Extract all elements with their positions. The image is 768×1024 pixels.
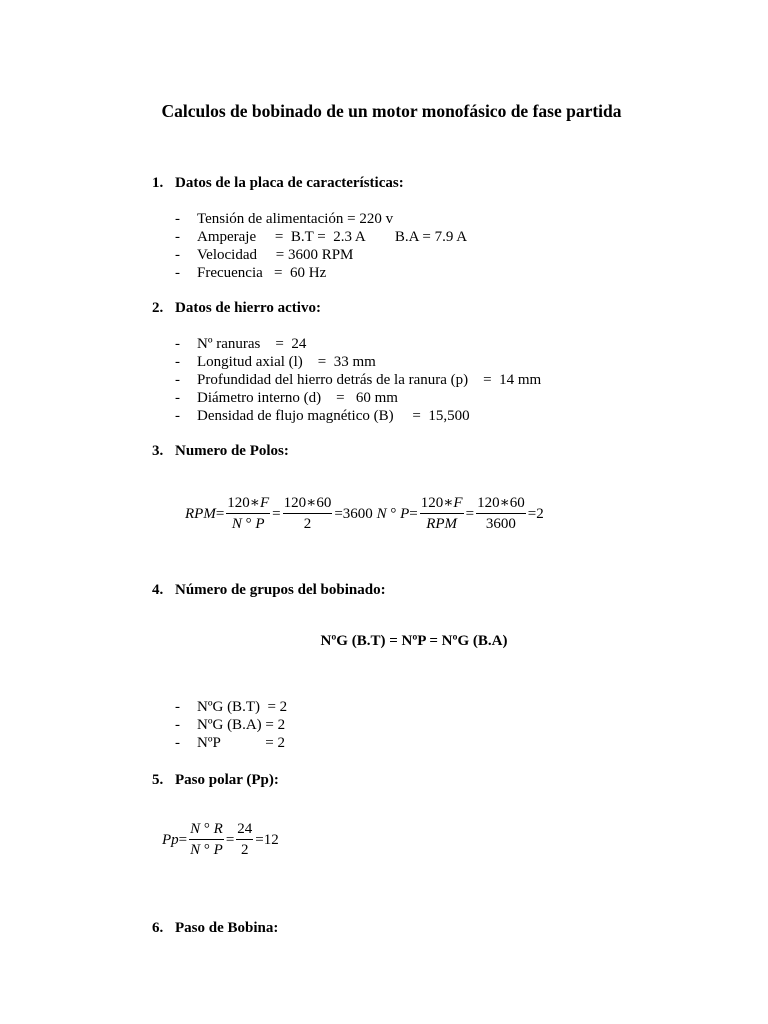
formula-text	[466, 504, 474, 524]
formula-text	[255, 830, 278, 850]
list-item	[175, 734, 287, 752]
math-symbol: 3600	[485, 516, 516, 532]
formula-text	[272, 504, 280, 524]
list-item-text: Longitud axial (l) = 33 mm	[197, 354, 376, 370]
math-variable: N	[231, 516, 242, 532]
nameplate-data-list	[175, 210, 467, 282]
fraction-denominator	[283, 514, 333, 534]
section-number: 4.	[152, 582, 164, 598]
bullet-dash: -	[175, 717, 180, 733]
fraction-denominator	[189, 840, 224, 860]
fraction-numerator	[283, 493, 333, 514]
list-item	[175, 228, 467, 246]
list-item-text: Densidad de flujo magnético (B) = 15,500	[197, 408, 470, 424]
formula-text	[226, 830, 234, 850]
formula-text	[162, 830, 187, 850]
poles-formula	[185, 493, 544, 534]
math-symbol: °	[241, 516, 256, 532]
list-item-text: Amperaje = B.T = 2.3 A B.A = 7.9 A	[197, 229, 468, 245]
section-title: Paso polar (Pp):	[175, 772, 279, 788]
math-symbol: °	[200, 821, 214, 837]
section-title: Numero de Polos:	[175, 443, 289, 459]
bullet-dash: -	[175, 408, 180, 424]
section-number: 6.	[152, 920, 164, 936]
bullet-dash: -	[175, 390, 180, 406]
list-item-text: Frecuencia = 60 Hz	[197, 265, 327, 281]
fraction	[234, 819, 255, 860]
math-variable: P	[213, 842, 223, 858]
math-variable: P	[400, 505, 410, 522]
math-symbol: =	[215, 505, 225, 522]
section-number: 1.	[152, 175, 164, 191]
fraction	[418, 493, 466, 534]
bullet-dash: -	[175, 354, 180, 370]
math-variable: R	[213, 821, 223, 837]
document-title: Calculos de bobinado de un motor monofásico de fase partida	[161, 101, 622, 121]
math-symbol: =3600	[334, 505, 377, 522]
math-symbol: 2	[303, 516, 312, 532]
bullet-dash: -	[175, 229, 180, 245]
section-heading-active-iron	[152, 299, 321, 317]
section-heading-pole-pitch	[152, 771, 279, 789]
list-item-text: Diámetro interno (d) = 60 mm	[197, 390, 398, 406]
math-variable: Pp	[162, 831, 179, 848]
groups-equation: NºG (B.T) = NºP = NºG (B.A)	[320, 633, 508, 649]
math-symbol: 120∗60	[477, 495, 525, 511]
list-item-text: Nº ranuras = 24	[197, 336, 307, 352]
math-variable: N	[376, 505, 387, 522]
fraction-denominator	[420, 514, 464, 534]
fraction-numerator	[226, 493, 270, 514]
active-iron-data-list	[175, 335, 541, 425]
formula-text	[334, 504, 417, 524]
section-title: Paso de Bobina:	[175, 920, 279, 936]
formula-text	[528, 504, 544, 524]
math-symbol: =	[178, 831, 188, 848]
section-heading-nameplate	[152, 174, 404, 192]
section-title: Datos de hierro activo:	[175, 300, 321, 316]
bullet-dash: -	[175, 211, 180, 227]
section-number: 3.	[152, 443, 164, 459]
fraction-denominator	[476, 514, 526, 534]
bullet-dash: -	[175, 336, 180, 352]
list-item-text: NºP = 2	[197, 735, 285, 751]
section-number: 2.	[152, 300, 164, 316]
list-item	[175, 407, 541, 425]
math-symbol: °	[386, 505, 401, 522]
math-symbol: =2	[527, 505, 544, 522]
fraction-numerator	[189, 819, 224, 840]
bullet-dash: -	[175, 699, 180, 715]
list-item-text: NºG (B.A) = 2	[197, 717, 286, 733]
math-symbol: 120∗	[227, 495, 260, 511]
fraction-denominator	[226, 514, 270, 534]
math-symbol: =	[409, 505, 418, 522]
bullet-dash: -	[175, 372, 180, 388]
section-heading-poles	[152, 442, 289, 460]
math-variable: RPM	[426, 516, 458, 532]
list-item	[175, 716, 287, 734]
math-variable: N	[190, 821, 201, 837]
fraction-denominator	[236, 840, 253, 860]
math-symbol: 24	[237, 821, 253, 837]
math-variable: RPM	[185, 505, 216, 522]
fraction-numerator	[420, 493, 464, 514]
formula-text	[185, 504, 224, 524]
list-item	[175, 335, 541, 353]
list-item	[175, 698, 287, 716]
list-item	[175, 371, 541, 389]
fraction	[187, 819, 226, 860]
math-symbol: 120∗60	[283, 495, 332, 511]
math-symbol: =	[272, 505, 281, 522]
pole-pitch-formula	[162, 819, 279, 860]
list-item	[175, 246, 467, 264]
list-item-text: Tensión de alimentación = 220 v	[197, 211, 394, 227]
math-variable: F	[260, 495, 270, 511]
section-heading-coil-pitch	[152, 919, 278, 937]
section-title: Datos de la placa de características:	[175, 175, 404, 191]
bullet-dash: -	[175, 247, 180, 263]
section-number: 5.	[152, 772, 164, 788]
math-symbol: =12	[255, 831, 279, 848]
math-symbol: =	[465, 505, 475, 522]
bullet-dash: -	[175, 265, 180, 281]
list-item-text: Velocidad = 3600 RPM	[197, 247, 354, 263]
list-item-text: NºG (B.T) = 2	[197, 699, 288, 715]
list-item	[175, 264, 467, 282]
list-item-text: Profundidad del hierro detrás de la ranura (p) = 14 mm	[197, 372, 542, 388]
fraction	[224, 493, 272, 534]
math-symbol: °	[200, 842, 214, 858]
list-item	[175, 210, 467, 228]
section-title: Número de grupos del bobinado:	[175, 582, 386, 598]
math-variable: N	[190, 842, 201, 858]
fraction	[281, 493, 335, 534]
math-variable: P	[255, 516, 265, 532]
list-item	[175, 353, 541, 371]
fraction-numerator	[476, 493, 526, 514]
fraction	[474, 493, 528, 534]
list-item	[175, 389, 541, 407]
math-symbol: 120∗	[420, 495, 454, 511]
math-variable: F	[453, 495, 463, 511]
winding-groups-list	[175, 698, 287, 752]
section-heading-winding-groups	[152, 581, 386, 599]
fraction-numerator	[236, 819, 253, 840]
math-symbol: =	[225, 831, 235, 848]
bullet-dash: -	[175, 735, 180, 751]
math-symbol: 2	[241, 842, 249, 858]
